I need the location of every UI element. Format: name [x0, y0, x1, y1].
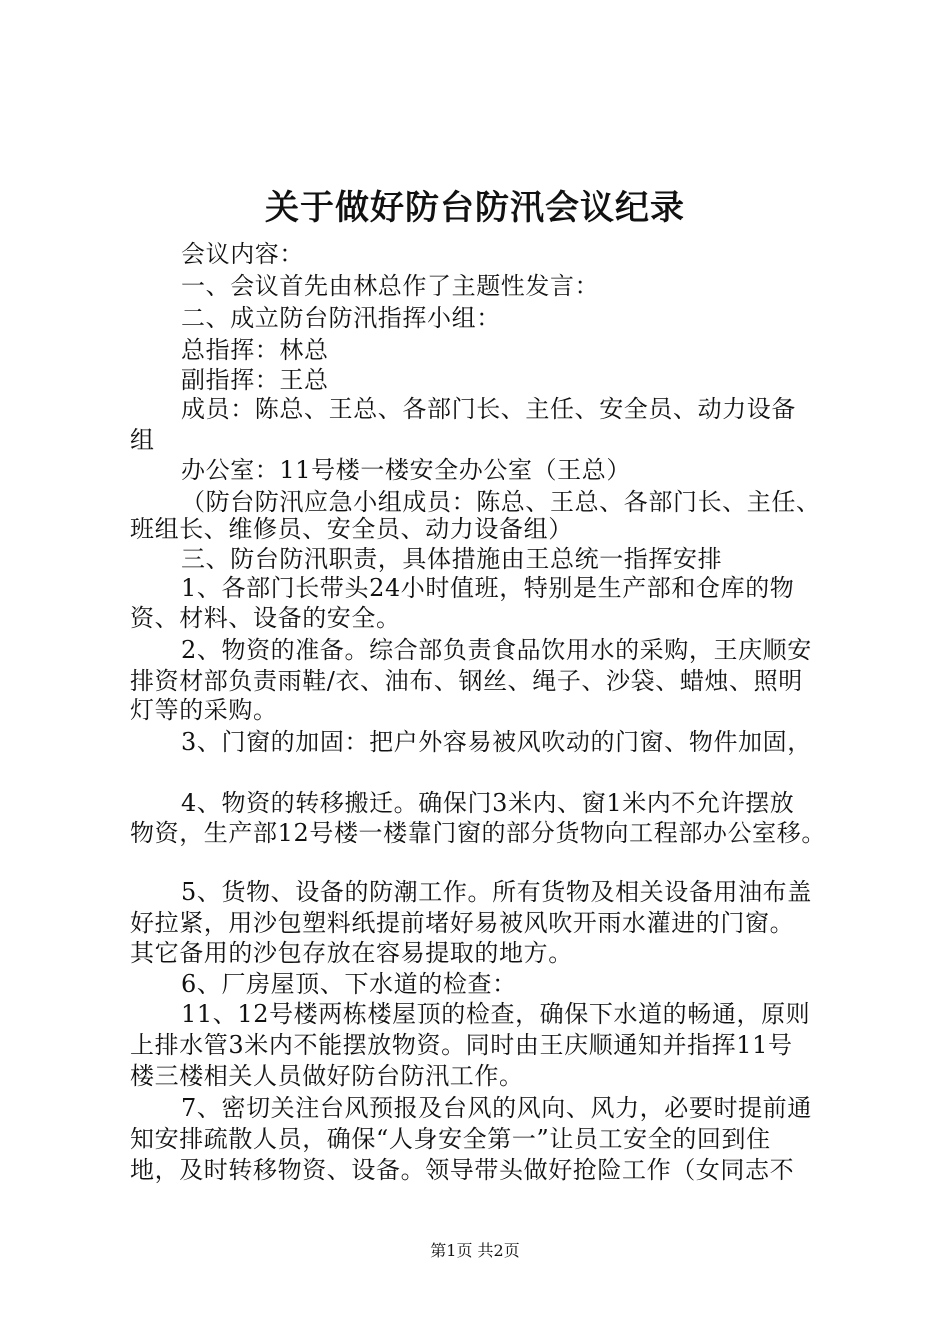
paragraph-line: 办公室：11号楼一楼安全办公室（王总） — [181, 456, 631, 484]
paragraph-line: 排资材部负责雨鞋/衣、油布、钢丝、绳子、沙袋、蜡烛、照明 — [130, 667, 803, 695]
paragraph-line: 其它备用的沙包存放在容易提取的地方。 — [130, 939, 573, 967]
paragraph-line: 班组长、维修员、安全员、动力设备组） — [130, 515, 573, 543]
paragraph-line: （防台防汛应急小组成员：陈总、王总、各部门长、主任、 — [181, 488, 821, 516]
paragraph-line: 二、成立防台防汛指挥小组： — [181, 304, 501, 332]
paragraph-line: 2、物资的准备。综合部负责食品饮用水的采购，王庆顺安 — [181, 636, 812, 664]
paragraph-line: 地，及时转移物资、设备。领导带头做好抢险工作（女同志不 — [130, 1156, 795, 1184]
paragraph-line: 副指挥：王总 — [181, 366, 329, 394]
paragraph-line: 知安排疏散人员，确保“人身安全第一”让员工安全的回到住 — [130, 1125, 771, 1153]
paragraph-line: 资、材料、设备的安全。 — [130, 604, 401, 632]
paragraph-line: 上排水管3米内不能摆放物资。同时由王庆顺通知并指挥11号 — [130, 1031, 793, 1059]
paragraph-line: 4、物资的转移搬迁。确保门3米内、窗1米内不允许摆放 — [181, 789, 795, 817]
paragraph-line: 会议内容： — [181, 240, 304, 268]
paragraph-line: 1、各部门长带头24小时值班，特别是生产部和仓库的物 — [181, 574, 795, 602]
paragraph-line: 楼三楼相关人员做好防台防汛工作。 — [130, 1062, 524, 1090]
paragraph-line: 好拉紧，用沙包塑料纸提前堵好易被风吹开雨水灌进的门窗。 — [130, 909, 795, 937]
paragraph-line: 11、12号楼两栋楼屋顶的检查，确保下水道的畅通，原则 — [181, 1000, 811, 1028]
paragraph-line: 3、门窗的加固：把户外容易被风吹动的门窗、物件加固， — [181, 728, 812, 756]
paragraph-line: 灯等的采购。 — [130, 696, 278, 724]
page-footer: 第1页 共2页 — [430, 1241, 520, 1260]
paragraph-line: 总指挥：林总 — [181, 336, 329, 364]
paragraph-line: 成员：陈总、王总、各部门长、主任、安全员、动力设备 — [181, 395, 796, 423]
paragraph-line: 7、密切关注台风预报及台风的风向、风力，必要时提前通 — [181, 1094, 812, 1122]
paragraph-line: 物资，生产部12号楼一楼靠门窗的部分货物向工程部办公室移。 — [130, 819, 826, 847]
paragraph-line: 5、货物、设备的防潮工作。所有货物及相关设备用油布盖 — [181, 878, 812, 906]
paragraph-line: 三、防台防汛职责，具体措施由王总统一指挥安排 — [181, 545, 723, 573]
paragraph-line: 6、厂房屋顶、下水道的检查： — [181, 970, 517, 998]
paragraph-line: 组 — [130, 426, 155, 454]
document-title: 关于做好防台防汛会议纪录 — [265, 188, 685, 228]
paragraph-line: 一、会议首先由林总作了主题性发言： — [181, 272, 600, 300]
